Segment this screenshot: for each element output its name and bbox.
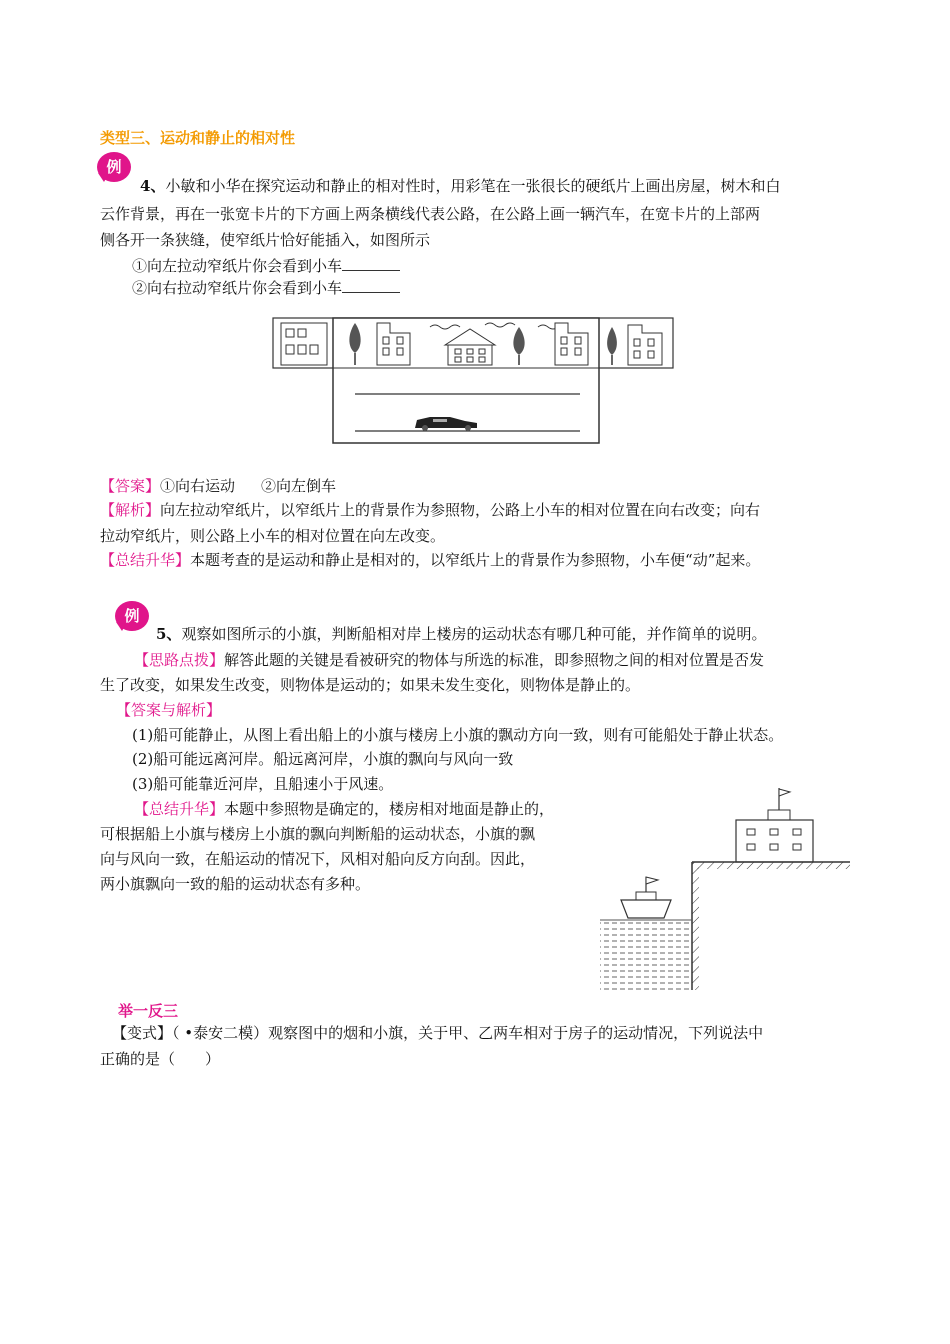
water-area <box>600 920 692 990</box>
example5-summary <box>134 799 554 819</box>
example5-item2: (2)船可能远离河岸。船远离河岸，小旗的飘向与风向一致 <box>132 750 514 768</box>
example4-analysis <box>100 500 760 520</box>
example5-line1 <box>156 624 766 644</box>
building-on-cliff-icon <box>736 788 813 862</box>
hint-1: 解答此题的关键是看被研究的物体与所选的标准，即参照物之间的相对位置是否发 <box>224 651 765 669</box>
paper-strip-figure <box>270 315 676 445</box>
example-badge-text: 例 <box>124 607 140 625</box>
example5-text: 观察如图所示的小旗，判断船相对岸上楼房的运动状态有哪几种可能，并作简单的说明。 <box>181 625 767 643</box>
example4-text1: 小敏和小华在探究运动和静止的相对性时，用彩笔在一张很长的硬纸片上画出房屋，树木和白 <box>165 177 781 195</box>
summary-text: 本题考查的是运动和静止是相对的，以窄纸片上的背景作为参照物，小车便“动”起来。 <box>190 551 761 569</box>
example4-line1 <box>140 176 780 196</box>
answer-label: 【答案】 <box>100 477 161 495</box>
example5-number: 5、 <box>156 625 182 643</box>
example4-answer <box>100 476 336 496</box>
section-title: 类型三、运动和静止的相对性 <box>100 129 296 147</box>
answer-blank-1 <box>342 256 400 271</box>
summary-label: 【总结升华】 <box>100 551 191 569</box>
answer-analysis-label: 【答案与解析】 <box>116 701 222 719</box>
summary5-label: 【总结升华】 <box>134 800 225 818</box>
hint-2: 生了改变，如果发生改变，则物体是运动的；如果未发生变化，则物体是静止的。 <box>100 676 641 694</box>
practice-label: 【变式】 <box>112 1024 173 1042</box>
summary5-1: 本题中参照物是确定的，楼房相对地面是静止的， <box>224 800 555 818</box>
question1-text: ①向左拉动窄纸片你会看到小车 <box>132 257 343 275</box>
practice-title: 举一反三 <box>118 1002 179 1020</box>
example4-text2: 云作背景，再在一张宽卡片的下方画上两条横线代表公路，在公路上画一辆汽车，在宽卡片的上部两 <box>100 205 761 223</box>
summary5-4: 两小旗飘向一致的船的运动状态有多种。 <box>100 875 371 893</box>
example-badge-icon <box>96 149 134 183</box>
example-badge-text: 例 <box>106 158 122 176</box>
example4-question2 <box>132 278 400 298</box>
summary5-3: 向与风向一致，在船运动的情况下，风相对船向反方向刮。因此， <box>100 850 536 868</box>
practice-text1: （ •泰安二模）观察图中的烟和小旗，关于甲、乙两车相对于房子的运动情况，下列说法中 <box>172 1024 764 1042</box>
boat-icon <box>621 877 671 918</box>
example4-summary <box>100 550 760 570</box>
example4-question1 <box>132 256 400 276</box>
analysis-2: 拉动窄纸片，则公路上小车的相对位置在向左改变。 <box>100 527 446 545</box>
analysis-label: 【解析】 <box>100 501 161 519</box>
answer-2: ②向左倒车 <box>261 477 337 495</box>
hint-label: 【思路点拨】 <box>134 651 225 669</box>
practice-line1 <box>112 1023 763 1043</box>
example-badge-icon <box>114 598 152 632</box>
example4-text3: 侧各开一条狭缝，使窄纸片恰好能插入，如图所示 <box>100 231 431 249</box>
cliff-icon <box>692 862 850 990</box>
building-left-icon <box>281 323 327 365</box>
answer-blank-2 <box>342 278 400 293</box>
example5-hint <box>134 650 764 670</box>
analysis-1: 向左拉动窄纸片，以窄纸片上的背景作为参照物，公路上小车的相对位置在向右改变；向右 <box>160 501 761 519</box>
practice-text2: 正确的是（ ） <box>100 1050 221 1068</box>
example5-item1: (1)船可能静止，从图上看出船上的小旗与楼房上小旗的飘动方向一致，则有可能船处于静止状态。 <box>132 726 784 744</box>
question2-text: ②向右拉动窄纸片你会看到小车 <box>132 279 343 297</box>
answer-1: ①向右运动 <box>160 477 236 495</box>
example4-number: 4、 <box>140 177 166 195</box>
boat-building-figure <box>596 782 852 992</box>
summary5-2: 可根据船上小旗与楼房上小旗的飘向判断船的运动状态，小旗的飘 <box>100 825 536 843</box>
example5-item3: (3)船可能靠近河岸，且船速小于风速。 <box>132 775 394 793</box>
